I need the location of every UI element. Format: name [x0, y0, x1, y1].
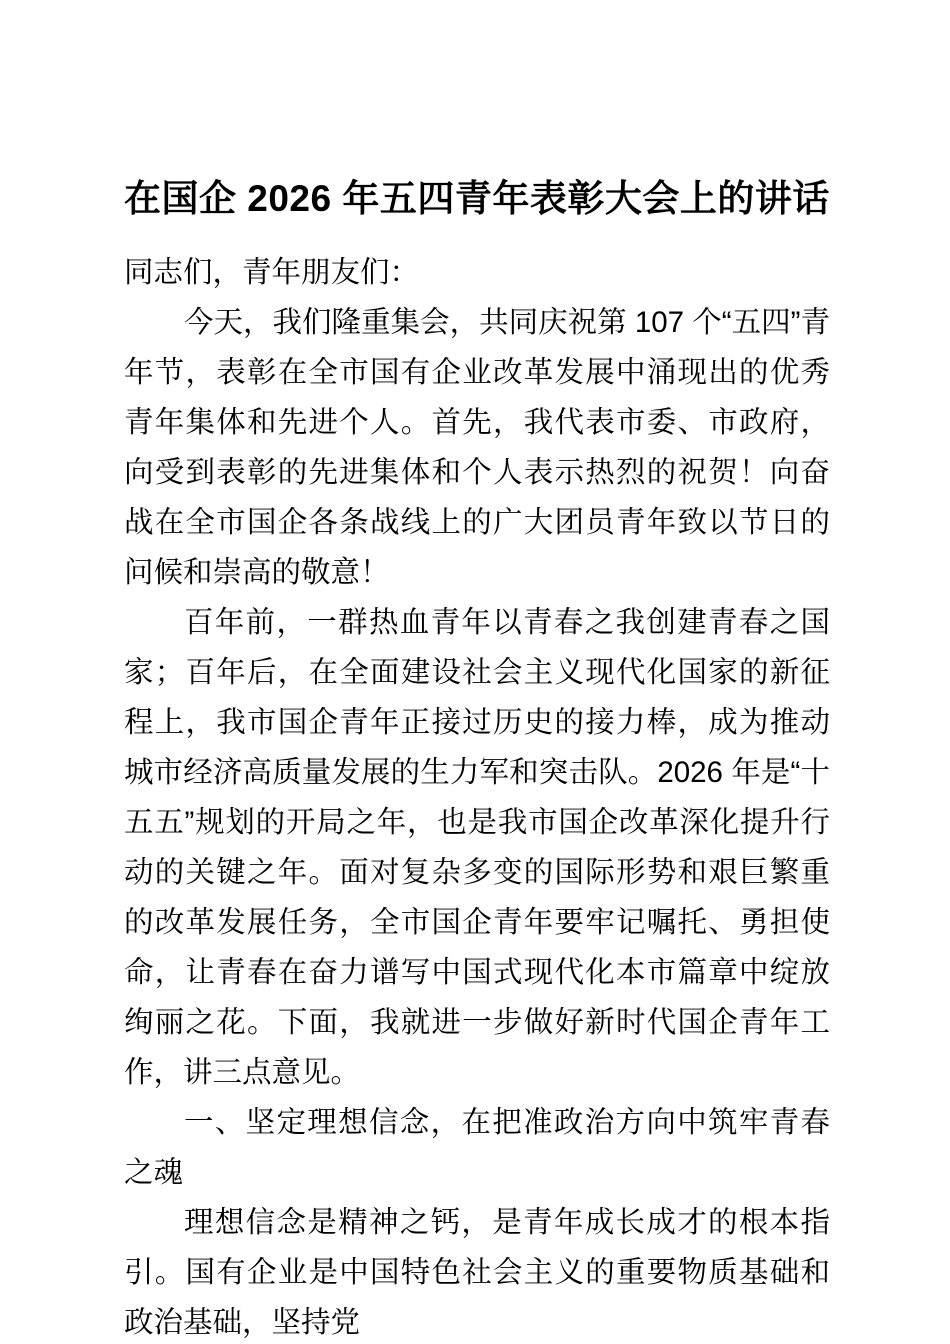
body-paragraph-3: 理想信念是精神之钙，是青年成长成才的根本指引。国有企业是中国特色社会主义的重要物质基础和政治基础，坚持党	[124, 1206, 830, 1339]
body-paragraph-2: 百年前，一群热血青年以青春之我创建青春之国家；百年后，在全面建设社会主义现代化国家的新征程上，我市国企青年正接过历史的接力棒，成为推动城市经济高质量发展的生力军和突击队。2026 年是“十五五”规划的开局之年，也是我市国企改革深化提升行动的关键之年。面对复杂多变的国际形势和艰巨繁重的改革发展任务，全市国企青年要牢记嘱托、勇担使命，让青春在奋力谱写中国式现代化本市篇章中绽放绚丽之花。下面，我就进一步做好新时代国企青年工作，讲三点意见。	[124, 606, 830, 1089]
salutation-line: 同志们，青年朋友们：	[124, 256, 420, 289]
body-paragraph-1: 今天，我们隆重集会，共同庆祝第 107 个“五四”青年节，表彰在全市国有企业改革发展中涌现出的优秀青年集体和先进个人。首先，我代表市委、市政府，向受到表彰的先进集体和个人表示热烈的祝贺！向奋战在全市国企各条战线上的广大团员青年致以节日的问候和崇高的敬意！	[124, 306, 830, 589]
document-title: 在国企 2026 年五四青年表彰大会上的讲话	[124, 178, 830, 219]
document-body	[124, 172, 830, 1344]
section-heading-1: 一、坚定理想信念，在把准政治方向中筑牢青春之魂	[124, 1106, 830, 1189]
